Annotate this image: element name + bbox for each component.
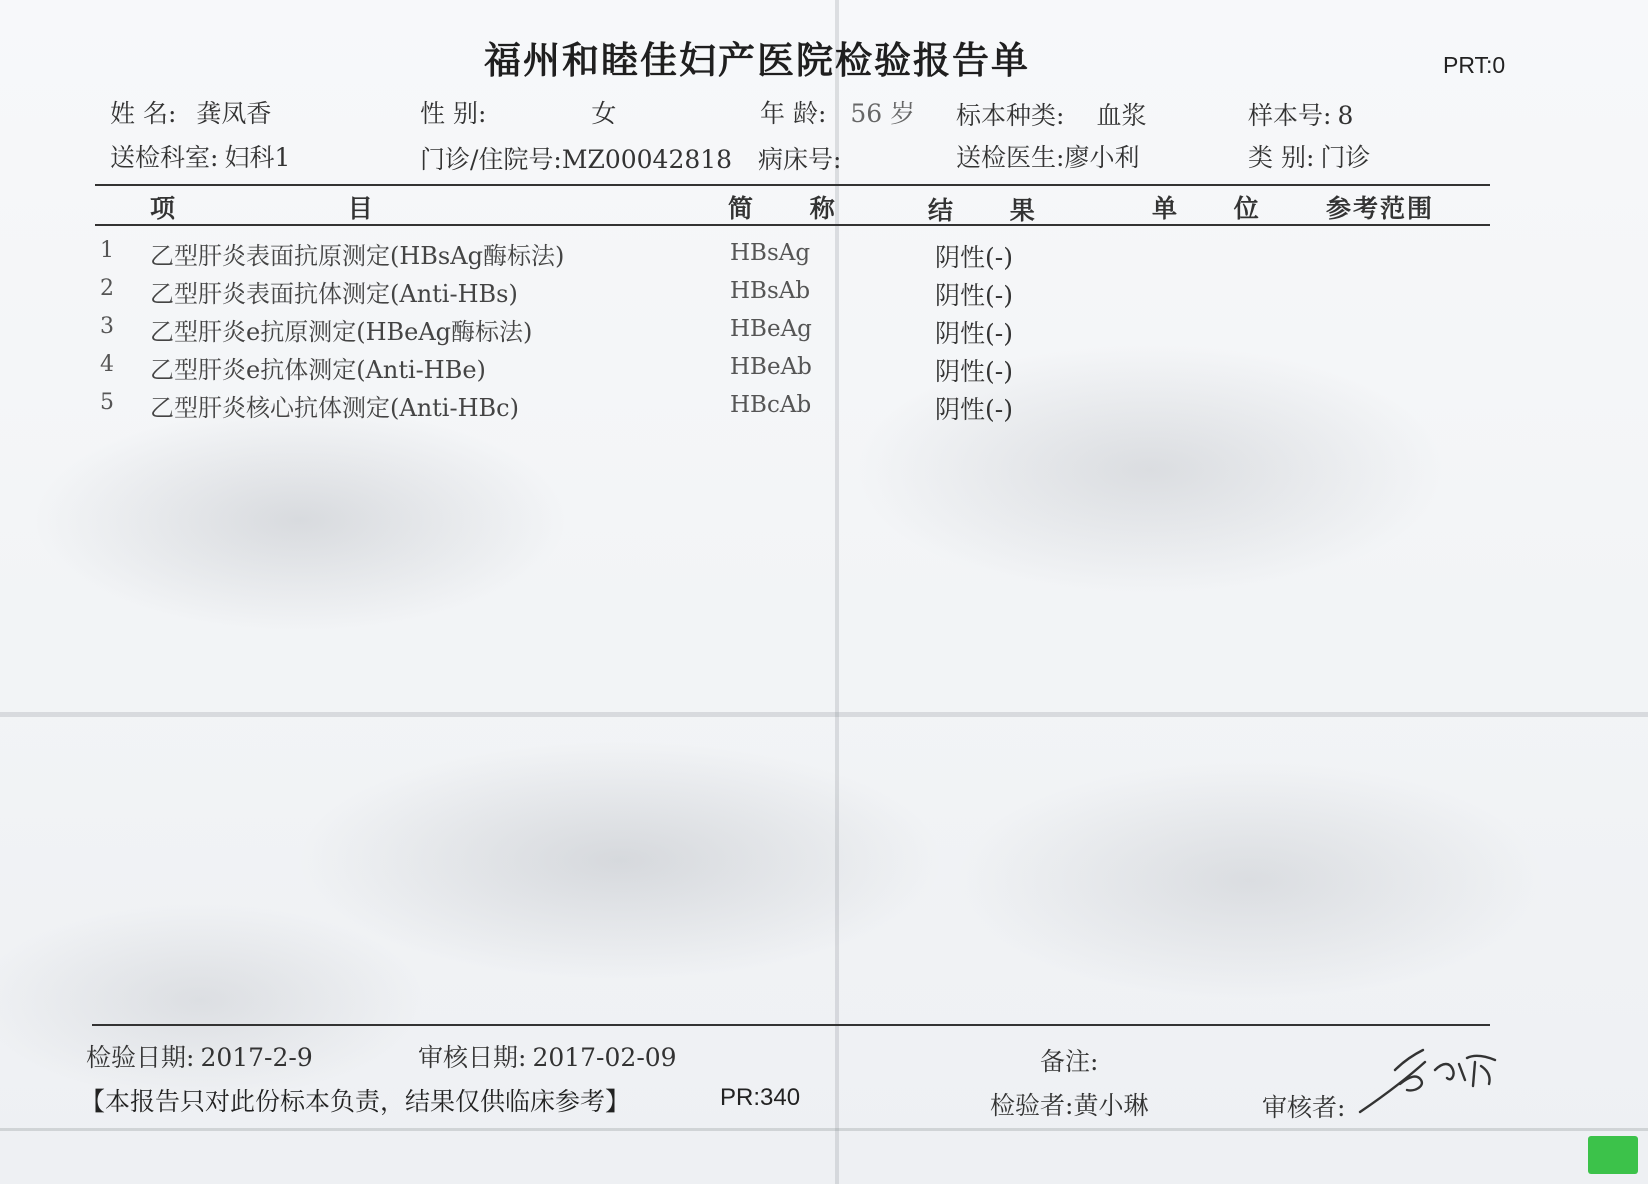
patient-age-label: 年 龄:	[760, 99, 827, 128]
row-number: 5	[100, 390, 114, 415]
column-header-unit: 单 位	[1152, 194, 1261, 223]
bed-no-label: 病床号:	[758, 145, 842, 174]
tester-value: 黄小琳	[1073, 1091, 1149, 1120]
paper-fold-vertical	[835, 0, 839, 1184]
report-title: 福州和睦佳妇产医院检验报告单	[484, 38, 1030, 82]
specimen-type-field	[956, 96, 1146, 132]
tester-field	[990, 1086, 1148, 1122]
table-top-rule	[95, 184, 1490, 186]
row-number: 4	[100, 352, 114, 377]
row-item-name: 乙型肝炎表面抗原测定(HBsAg酶标法)	[150, 242, 565, 270]
test-date-field	[86, 1038, 313, 1074]
column-header-result: 结 果	[928, 196, 1037, 225]
row-item-name: 乙型肝炎表面抗体测定(Anti-HBs)	[150, 280, 518, 308]
test-date-label: 检验日期:	[86, 1043, 195, 1072]
row-abbr: HBeAb	[730, 354, 812, 380]
column-header-range: 参考范围	[1326, 194, 1435, 223]
clinic-no-label: 门诊/住院号:	[420, 145, 562, 174]
row-abbr: HBsAb	[730, 278, 811, 304]
review-date-field	[418, 1038, 677, 1074]
review-date-value: 2017-02-09	[532, 1043, 677, 1072]
row-number: 3	[100, 314, 114, 339]
reviewer-label: 审核者:	[1262, 1093, 1346, 1122]
dept-value: 妇科1	[224, 143, 291, 172]
footer-rule	[92, 1024, 1490, 1026]
remark-label: 备注:	[1040, 1047, 1099, 1076]
bed-no-field	[758, 140, 847, 176]
row-result: 阴性(-)	[935, 357, 1013, 386]
row-result: 阴性(-)	[935, 281, 1013, 310]
clinic-no-field	[420, 140, 732, 176]
specimen-type-value: 血浆	[1096, 101, 1147, 130]
specimen-type-label: 标本种类:	[956, 101, 1065, 130]
review-date-label: 审核日期:	[418, 1043, 527, 1072]
patient-age-value: 56 岁	[850, 99, 916, 128]
column-header-item: 项 目	[150, 194, 375, 223]
paper-fold-bottom	[0, 1128, 1648, 1131]
row-item-name: 乙型肝炎核心抗体测定(Anti-HBc)	[150, 394, 519, 422]
corner-badge	[1588, 1136, 1638, 1174]
paper-fold-horizontal	[0, 712, 1648, 717]
row-number: 2	[100, 276, 114, 301]
row-item-name: 乙型肝炎e抗原测定(HBeAg酶标法)	[150, 318, 533, 346]
sample-no-label: 样本号:	[1248, 101, 1332, 130]
category-value: 门诊	[1320, 143, 1371, 172]
sample-no-field	[1248, 96, 1353, 132]
doctor-value: 廖小利	[1064, 143, 1140, 172]
reviewer-signature	[1355, 1040, 1510, 1120]
pr-code: PR:340	[720, 1084, 801, 1111]
row-abbr: HBsAg	[730, 240, 811, 266]
dept-label: 送检科室:	[110, 143, 219, 172]
disclaimer-text: 【本报告只对此份标本负责，结果仅供临床参考】	[80, 1087, 631, 1116]
row-abbr: HBeAg	[730, 316, 812, 342]
test-date-value: 2017-2-9	[200, 1043, 313, 1072]
tester-label: 检验者:	[990, 1091, 1074, 1120]
clinic-no-value: MZ00042818	[561, 145, 733, 174]
patient-name-label: 姓 名:	[110, 99, 177, 128]
row-abbr: HBcAb	[730, 392, 812, 418]
patient-name-field	[110, 94, 271, 130]
doctor-field	[956, 138, 1139, 174]
patient-name-value: 龚凤香	[196, 99, 272, 128]
sample-no-value: 8	[1337, 101, 1354, 130]
row-number: 1	[100, 238, 114, 263]
category-label: 类 别:	[1248, 143, 1315, 172]
patient-sex-value: 女	[591, 99, 617, 128]
patient-sex-label: 性 别:	[420, 99, 487, 128]
patient-sex-field	[420, 94, 616, 130]
column-header-abbr: 简 称	[728, 194, 837, 223]
row-result: 阴性(-)	[935, 395, 1013, 424]
row-item-name: 乙型肝炎e抗体测定(Anti-HBe)	[150, 356, 486, 384]
patient-age-field	[760, 94, 915, 130]
prt-code: PRT:0	[1443, 52, 1506, 78]
row-result: 阴性(-)	[935, 319, 1013, 348]
doctor-label: 送检医生:	[956, 143, 1065, 172]
row-result: 阴性(-)	[935, 243, 1013, 272]
category-field	[1248, 138, 1370, 174]
dept-field	[110, 138, 290, 174]
